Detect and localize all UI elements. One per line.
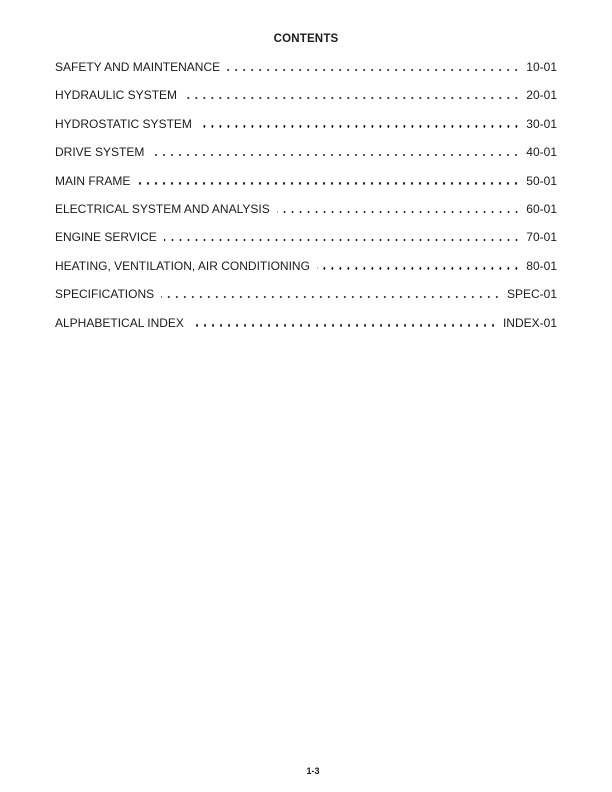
dot-leader (277, 211, 521, 213)
toc-entry-page: 60-01 (526, 202, 557, 217)
dot-leader (191, 324, 497, 326)
toc-list (55, 60, 557, 344)
toc-entry-label: ELECTRICAL SYSTEM AND ANALYSIS (55, 202, 270, 217)
toc-entry (55, 259, 557, 273)
toc-entry-label: HYDROSTATIC SYSTEM (55, 116, 192, 131)
toc-entry-page: 20-01 (526, 88, 557, 103)
toc-entry-label: ALPHABETICAL INDEX (55, 315, 184, 330)
toc-entry (55, 287, 557, 301)
toc-entry-page: 40-01 (526, 145, 557, 160)
toc-entry-page: 50-01 (526, 173, 557, 188)
toc-entry (55, 202, 557, 216)
dot-leader (164, 239, 520, 241)
dot-leader (227, 69, 520, 71)
toc-entry (55, 117, 557, 131)
toc-entry-label: ENGINE SERVICE (55, 230, 157, 245)
toc-entry (55, 88, 557, 102)
toc-entry-label: DRIVE SYSTEM (55, 145, 145, 160)
page-title: CONTENTS (273, 33, 339, 45)
toc-entry-label: HYDRAULIC SYSTEM (55, 88, 178, 103)
toc-entry-page: SPEC-01 (506, 287, 557, 302)
toc-entry-page: 80-01 (526, 258, 557, 273)
dot-leader (184, 97, 520, 99)
dot-leader (137, 182, 520, 184)
toc-entry (55, 60, 557, 74)
dot-leader (317, 267, 520, 269)
toc-entry-page: 70-01 (526, 230, 557, 245)
toc-entry-label: SAFETY AND MAINTENANCE (55, 60, 221, 74)
dot-leader (199, 125, 520, 127)
toc-entry-label: HEATING, VENTILATION, AIR CONDITIONING (55, 258, 310, 273)
toc-entry-page: 30-01 (526, 116, 557, 131)
page-number: 1-3 (306, 766, 320, 776)
toc-entry (55, 230, 557, 244)
toc-entry (55, 145, 557, 159)
toc-entry (55, 174, 557, 188)
toc-entry (55, 316, 557, 330)
dot-leader (151, 154, 520, 156)
toc-entry-page: INDEX-01 (502, 315, 557, 330)
toc-entry-label: SPECIFICATIONS (55, 287, 155, 302)
dot-leader (161, 296, 501, 298)
toc-entry-label: MAIN FRAME (55, 173, 131, 188)
toc-entry-page: 10-01 (526, 60, 557, 74)
